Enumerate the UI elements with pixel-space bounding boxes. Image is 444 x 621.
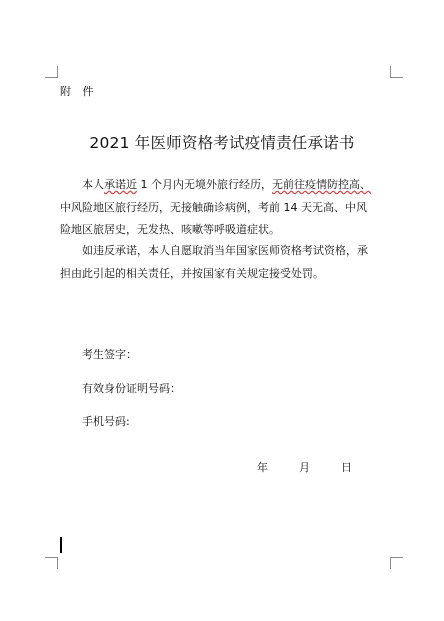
paragraph-line bbox=[60, 174, 392, 197]
document-title: 2021 年医师资格考试疫情责任承诺书 bbox=[89, 134, 355, 152]
corner-mark-bottom-right bbox=[390, 557, 391, 569]
spellcheck-marked-text: 无前往疫情防控高、 bbox=[272, 178, 371, 191]
text-run: 1 个月内无境外旅行经历， bbox=[137, 178, 272, 191]
paragraph-line bbox=[60, 197, 392, 220]
corner-mark-bottom-left bbox=[45, 557, 58, 558]
corner-mark-bottom-right bbox=[390, 557, 403, 558]
text-run: 中风险地区旅行经历，无接触确诊病例， bbox=[60, 200, 258, 214]
date-year-label: 年 bbox=[257, 461, 268, 474]
corner-mark-bottom-left bbox=[57, 557, 58, 569]
corner-mark-top-left bbox=[45, 77, 58, 78]
text-run: 本人 bbox=[82, 178, 104, 191]
phone-field-label: 手机号码: bbox=[82, 415, 130, 428]
corner-mark-top-right bbox=[390, 77, 403, 78]
text-cursor[interactable] bbox=[60, 537, 62, 553]
paragraph-line: 如违反承诺，本人自愿取消当年国家医师资格考试资格，承 bbox=[82, 244, 368, 257]
paragraph-line: 险地区旅居史，无发热、咳嗽等呼吸道症状。 bbox=[60, 223, 280, 236]
spellcheck-marked-text: 承诺近 bbox=[104, 178, 137, 191]
attachment-label: 附 件 bbox=[60, 85, 98, 98]
commitment-paragraph bbox=[60, 174, 392, 242]
id-number-field-label: 有效身份证明号码： bbox=[82, 382, 181, 395]
date-day-label: 日 bbox=[341, 461, 352, 474]
signature-field-label: 考生签字： bbox=[82, 348, 137, 361]
violation-paragraph bbox=[60, 240, 392, 285]
date-month-label: 月 bbox=[299, 461, 310, 474]
text-run: 考前 14 天无高、中风 bbox=[258, 200, 367, 214]
paragraph-line: 担由此引起的相关责任，并按国家有关规定接受处罚。 bbox=[60, 266, 324, 280]
